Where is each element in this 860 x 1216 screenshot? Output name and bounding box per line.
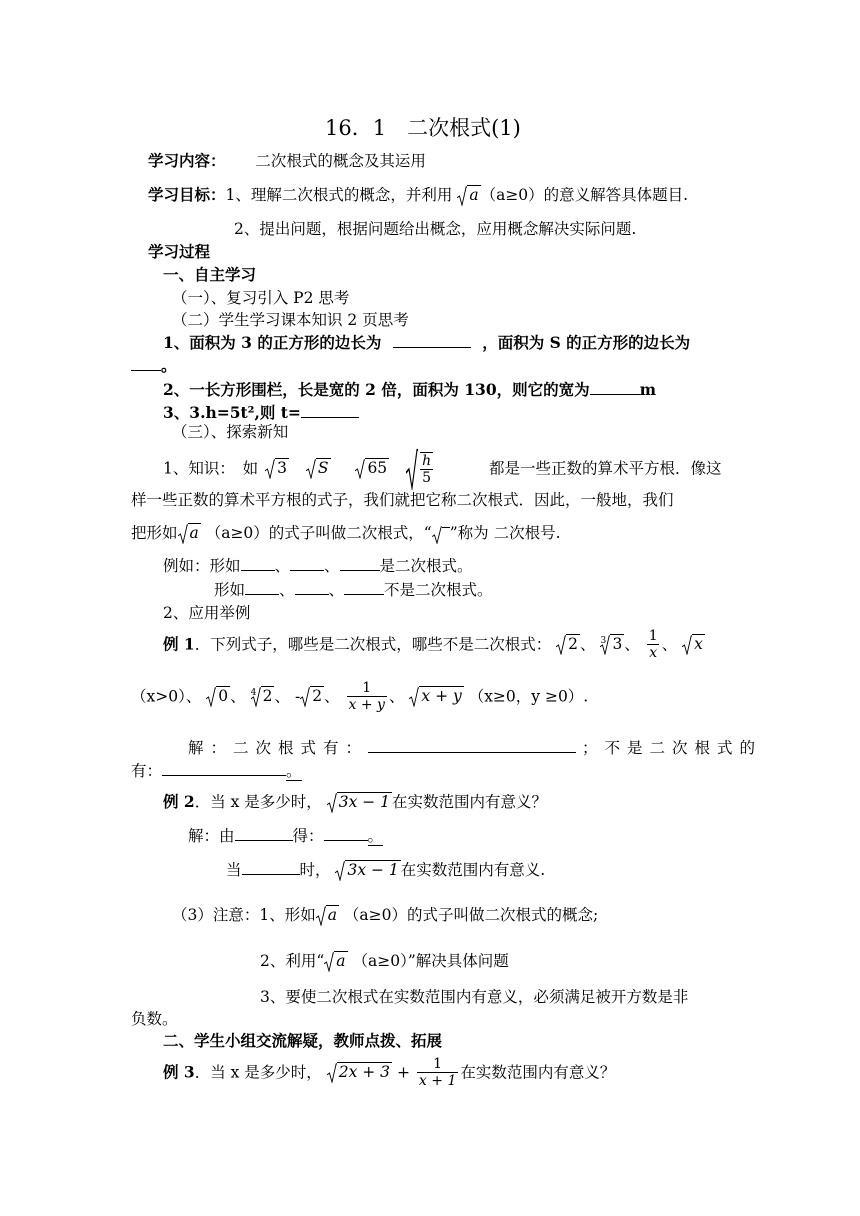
solution-1-line-2 [131,761,302,781]
solution-1-text-c: 有： [131,762,163,780]
answer-blank[interactable] [340,556,380,571]
separator: 、 [388,687,405,706]
question-3-text: 3、3.h=5t²,则 t= [163,403,301,422]
minus-sign: - [294,687,301,706]
content-label: 学习内容： [148,151,226,170]
knowledge-3a: 把形如 [131,524,178,542]
goal-line-1 [148,186,688,206]
application-heading: 2、应用举例 [163,604,251,622]
example-1-cond: （x≥0，y ≥0）. [468,687,589,706]
sqrt-a: a [324,952,347,972]
sqrt-2: 2 [556,635,580,655]
note-line-3-cont: 负数。 [131,1010,178,1028]
solution-2-text-d: 时， [299,861,331,879]
question-2-text: 2、一长方形围栏，长是宽的 2 倍，面积为 130，则它的宽为 [163,380,590,399]
sqrt-3x-minus-1: 3x − 1 [335,861,400,881]
section-2-heading: 二、学生小组交流解疑，教师点拨、拓展 [163,1031,443,1050]
sqrt-0: 0 [206,687,230,707]
question-1-end: 。 [161,356,177,375]
answer-blank[interactable] [242,860,300,875]
frac-1-over-x-plus-y: $\frac{1}{x + y}$ [348,680,385,714]
frac-1-over-x: $\frac{1}{x}$ [648,628,658,662]
example-yes-text: 是二次根式。 [379,557,473,575]
example-no-line [214,580,493,600]
example-2-text-b: 在实数范围内有意义？ [392,793,548,811]
goal-1-text-b: （a≥0）的意义解答具体题目. [480,186,689,204]
example-1-text: ．下列式子，哪些是二次根式，哪些不是二次根式： [194,635,552,654]
answer-blank[interactable] [393,333,471,348]
subsection-3: （三）、探索新知 [172,423,289,441]
solution-2-line-2 [226,860,545,881]
solution-2-text-e: 在实数范围内有意义. [400,861,546,879]
content-text: 二次根式的概念及其运用 [255,152,426,170]
radical-sign-icon [432,525,450,544]
example-yes-line [163,556,473,576]
knowledge-3c: ”称为 二次根号. [449,524,561,542]
sqrt-h-over-5: $\frac{h}{5}$ [406,448,435,490]
sqrt-3: 3 [265,459,289,479]
solution-2-text-c: 当 [226,861,242,879]
question-1-text-b: ，面积为 S 的正方形的边长为 [482,333,691,352]
sqrt-65: 65 [355,459,389,479]
knowledge-label: 1、知识： 如 [163,459,259,478]
example-1-x-cond: （x>0）、 [131,687,202,706]
cbrt-3: 3 3 [600,634,623,653]
knowledge-line-1 [163,448,722,488]
answer-blank[interactable] [368,738,576,753]
example-3-label: 例 3 [163,1062,195,1082]
separator: 、 [279,581,295,599]
frac-1-over-x-plus-1: $\frac{1}{x + 1}$ [418,1056,457,1090]
separator: 、 [324,557,340,575]
solution-2-line-1 [188,826,383,846]
sqrt-3x-minus-1: 3x − 1 [327,793,392,813]
question-1-cont [131,356,177,376]
example-2-label: 例 2 [163,792,195,811]
example-3-line [163,1056,615,1096]
sqrt-x: x [682,635,705,655]
sqrt-a: a [316,906,339,926]
solution-1-text-a: 解：二次根式有： [188,739,369,757]
separator: 、 [661,635,678,654]
note-2-text-a: 2、利用“ [260,952,325,970]
separator: 、 [624,635,640,654]
subsection-2: （二）学生学习课本知识 2 页思考 [172,311,409,329]
note-line-2 [260,952,509,972]
sqrt-a: a [457,186,480,206]
process-heading: 学习过程 [148,242,211,261]
knowledge-line-2: 样一些正数的算术平方根的式子，我们就把它称二次根式．因此，一般地，我们 [131,491,674,509]
answer-blank[interactable] [131,356,161,371]
answer-blank[interactable] [245,580,279,595]
fourth-root-2: 4 2 [250,686,273,705]
note-2-text-b: （a≥0）”解决具体问题 [352,952,509,970]
example-1-line-2 [131,680,588,720]
answer-blank[interactable] [344,580,384,595]
section-1-heading: 一、自主学习 [163,265,257,284]
sqrt-S: S [306,459,331,479]
separator: 、 [274,687,290,706]
solution-1-end: 。 [286,762,302,780]
separator: 、 [230,687,246,706]
separator: 、 [580,635,596,654]
example-1-label: 例 1 [163,634,195,654]
answer-blank[interactable] [324,826,368,841]
question-2 [163,380,656,400]
solution-2-end: 。 [367,827,384,845]
example-label-2: 形如 [214,581,246,599]
sqrt-2: 2 [300,687,324,707]
answer-blank[interactable] [241,556,275,571]
example-2-text-a: ．当 x 是多少时， [194,793,322,811]
question-1 [163,333,690,353]
answer-blank[interactable] [301,403,359,418]
content-line [148,152,426,171]
solution-2-text-a: 解：由 [188,827,235,845]
answer-blank[interactable] [235,826,293,841]
answer-blank[interactable] [590,380,640,395]
example-no-text: 不是二次根式。 [384,581,493,599]
answer-blank[interactable] [295,580,329,595]
separator: 、 [274,557,291,575]
goal-line-2: 2、提出问题，根据问题给出概念，应用概念解决实际问题. [234,220,637,238]
answer-blank[interactable] [162,761,286,776]
knowledge-3b: （a≥0）的式子叫做二次根式，“ [205,524,432,542]
plus-sign: + [396,1063,410,1082]
sqrt-x-plus-y: x + y [409,687,463,707]
solution-1-text-b: ；不是二次根式的 [582,739,763,757]
page-title: 16．1 二次根式(1) [325,116,521,140]
subsection-1: （一）、复习引入 P2 思考 [172,289,350,307]
example-1-line-1 [163,628,705,668]
note-line-3: 3、要使二次根式在实数范围内有意义，必须满足被开方数是非 [260,988,689,1006]
goals-label: 学习目标： [148,185,226,204]
knowledge-line-3 [131,524,561,544]
solution-2-text-b: 得： [292,827,324,845]
example-2-line [163,793,547,813]
example-3-text-a: ．当 x 是多少时， [194,1063,322,1082]
question-1-text-a: 1、面积为 3 的正方形的边长为 [163,333,382,352]
question-3 [163,403,359,423]
question-2-unit: m [639,380,657,399]
answer-blank[interactable] [290,556,324,571]
sqrt-a: a [178,524,201,544]
note-line-1 [172,906,598,926]
note-text-b: （a≥0）的式子叫做二次根式的概念; [343,906,599,924]
separator: 、 [324,687,340,706]
goal-1-text-a: 1、理解二次根式的概念，并利用 [225,186,453,204]
example-label: 例如：形如 [163,557,241,575]
sqrt-2x-plus-3: 2x + 3 [327,1063,392,1083]
separator: 、 [328,581,345,599]
solution-1-line-1 [188,738,762,758]
example-3-text-b: 在实数范围内有意义？ [460,1063,616,1082]
note-text-a: （3）注意：1、形如 [172,906,316,924]
knowledge-tail: 都是一些正数的算术平方根．像这 [489,459,722,478]
